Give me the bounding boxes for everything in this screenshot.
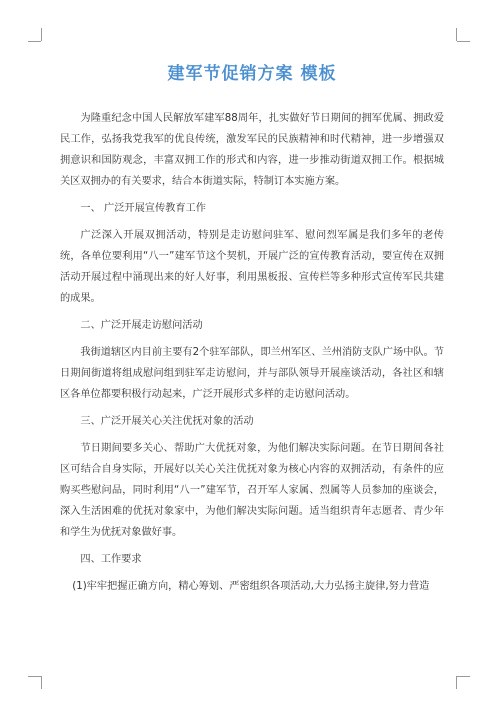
section-2-body: 我街道辖区内目前主要有2个驻军部队，即兰州军区、兰州消防支队广场中队。节日期间街道将组成慰问组到驻军走访慰问，并与部队领导开展座谈活动，各社区和辖区各单位都要积极行动起来，广泛开展形式多样的走访慰问活动。 bbox=[60, 347, 444, 400]
requirement-1: (1)牢牢把握正确方向，精心筹划、严密组织各项活动,大力弘扬主旋律,努力营造 bbox=[72, 581, 430, 592]
section-2-heading: 二、广泛开展走访慰问活动 bbox=[80, 320, 203, 331]
section-1-heading: 一、 广泛开展宣传教育工作 bbox=[80, 203, 206, 214]
intro-paragraph: 为隆重纪念中国人民解放军建军88周年，扎实做好节日期间的拥军优属、拥政爱民工作，弘扬我党我军的优良传统，激发军民的民族精神和时代精神，进一步增强双拥意识和国防观念，丰富双拥工作的形式和内容，进一步推动街道双拥工作。根据城关区双拥办的有关要求，结合本街道实际，特制订本实施方案。 bbox=[60, 113, 444, 187]
section-3-body: 节日期间要多关心、帮助广大优抚对象，为他们解决实际问题。在节日期间各社区可结合自身实际，开展好以关心关注优抚对象为核心内容的双拥活动，有条件的应购买些慰问品，同时利用“八一”建军节，召开军人家属、烈属等人员参加的座谈会，深入生活困难的优抚对象家中，为他们解决实际问题。适当组织青年志愿者、青少年和学生为优抚对象做好事。 bbox=[60, 443, 444, 538]
section-1-body: 广泛深入开展双拥活动，特别是走访慰问驻军、慰问烈军属是我们多年的老传统，各单位要利用“八一”建军节这个契机，开展广泛的宣传教育活动，要宣传在双拥活动开展过程中涌现出来的好人好事，利用黑板报、宣传栏等多种形式宣传军民共建的成果。 bbox=[60, 230, 444, 304]
section-3-heading: 三、广泛开展关心关注优抚对象的活动 bbox=[80, 416, 254, 427]
document-title: 建军节促销方案 模板 bbox=[167, 64, 337, 84]
section-4-heading: 四、工作要求 bbox=[80, 554, 142, 565]
document-page bbox=[60, 64, 444, 597]
